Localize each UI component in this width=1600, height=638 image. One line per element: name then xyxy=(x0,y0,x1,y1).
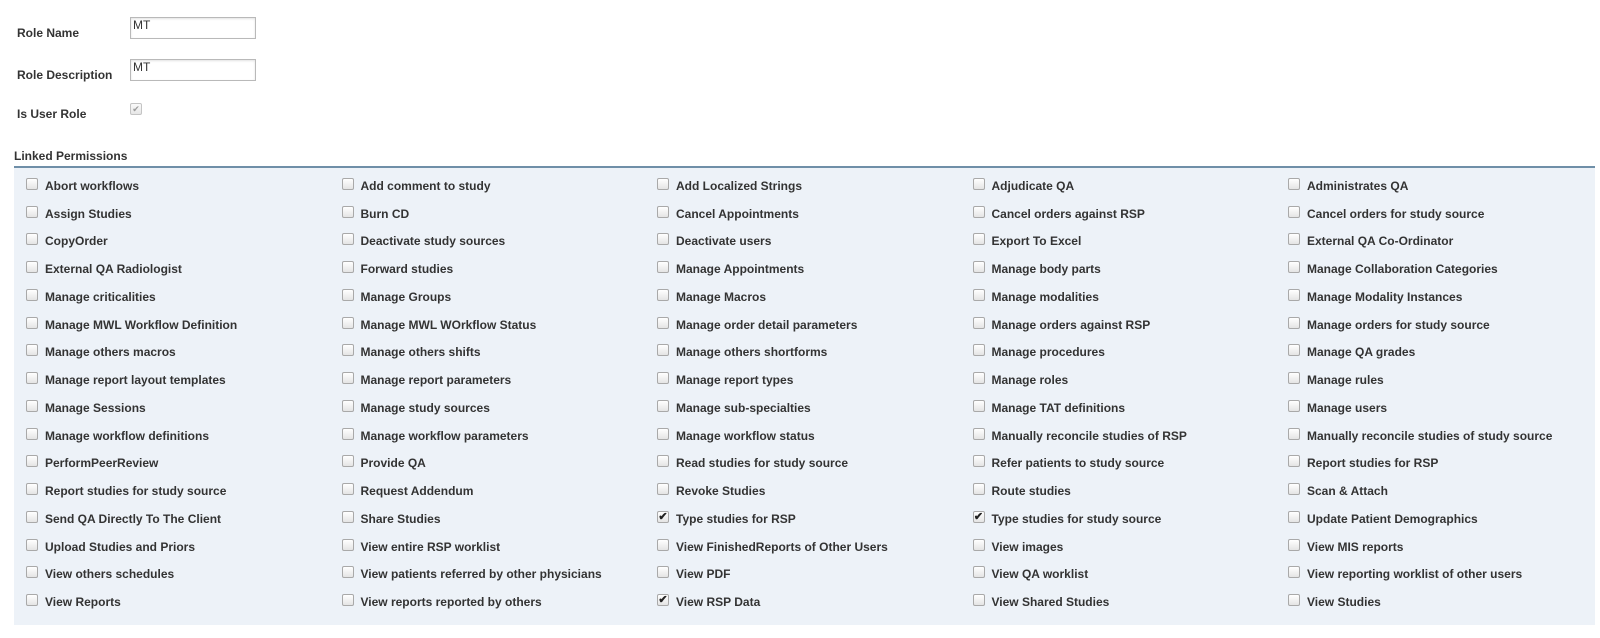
permission-checkbox[interactable] xyxy=(26,206,38,218)
permission-item[interactable] xyxy=(645,200,961,228)
permission-item[interactable] xyxy=(14,394,330,422)
permission-checkbox[interactable] xyxy=(1288,483,1300,495)
permission-item[interactable] xyxy=(330,588,646,616)
permission-item[interactable] xyxy=(14,311,330,339)
permission-item[interactable] xyxy=(645,283,961,311)
permission-item[interactable] xyxy=(14,422,330,450)
permission-item[interactable] xyxy=(14,477,330,505)
permission-checkbox[interactable] xyxy=(342,261,354,273)
permission-checkbox[interactable] xyxy=(973,372,985,384)
permission-item[interactable] xyxy=(1276,505,1592,533)
permission-label: CopyOrder xyxy=(45,234,108,249)
permission-item[interactable] xyxy=(330,228,646,256)
permission-label: Add Localized Strings xyxy=(676,178,803,193)
permission-item[interactable] xyxy=(961,477,1277,505)
permission-checkbox[interactable] xyxy=(1288,539,1300,551)
permission-item[interactable] xyxy=(645,339,961,367)
permission-item[interactable] xyxy=(645,588,961,616)
permission-checkbox[interactable] xyxy=(1288,400,1300,412)
is-user-role-checkbox[interactable]: ✔ xyxy=(130,103,142,115)
permission-label: View Reports xyxy=(45,595,121,610)
permission-label: External QA Co-Ordinator xyxy=(1307,234,1454,249)
permission-checkbox-checked[interactable]: ✔ xyxy=(658,594,668,607)
permission-checkbox[interactable] xyxy=(1288,455,1300,467)
permission-checkbox[interactable] xyxy=(973,344,985,356)
permission-label: Manage others shifts xyxy=(360,345,481,360)
permission-label: Type studies for study source xyxy=(991,511,1162,526)
permission-label: View images xyxy=(991,539,1064,554)
permission-checkbox[interactable] xyxy=(26,594,38,606)
permission-item[interactable] xyxy=(1276,200,1592,228)
permission-label: Deactivate users xyxy=(676,234,772,249)
permission-item[interactable] xyxy=(645,172,961,200)
permission-label: Send QA Directly To The Client xyxy=(45,511,222,526)
permission-checkbox[interactable] xyxy=(26,428,38,440)
permission-label: Manage users xyxy=(1307,400,1388,415)
permission-item[interactable] xyxy=(645,450,961,478)
role-description-label: Role Description xyxy=(17,68,113,82)
permission-checkbox[interactable] xyxy=(26,317,38,329)
permission-checkbox[interactable] xyxy=(26,261,38,273)
permission-checkbox[interactable] xyxy=(26,455,38,467)
permission-label: Manage Sessions xyxy=(45,400,146,415)
permission-item[interactable] xyxy=(645,561,961,589)
permission-item[interactable] xyxy=(645,533,961,561)
permission-item[interactable] xyxy=(1276,172,1592,200)
permission-item[interactable] xyxy=(645,505,961,533)
permission-checkbox[interactable] xyxy=(1288,511,1300,523)
permission-item[interactable] xyxy=(645,477,961,505)
permission-checkbox-checked[interactable]: ✔ xyxy=(658,510,668,523)
permission-checkbox[interactable] xyxy=(657,261,669,273)
permission-label: Manage others shortforms xyxy=(676,345,828,360)
permission-item[interactable] xyxy=(330,311,646,339)
permission-label: Report studies for study source xyxy=(45,484,227,499)
permission-label: Manage criticalities xyxy=(45,289,156,304)
permission-checkbox[interactable] xyxy=(657,566,669,578)
permission-checkbox[interactable] xyxy=(342,400,354,412)
permission-item[interactable] xyxy=(645,394,961,422)
permission-label: Share Studies xyxy=(360,511,441,526)
permission-label: Manage report types xyxy=(676,373,794,388)
permission-item[interactable] xyxy=(14,588,330,616)
permission-label: View MIS reports xyxy=(1307,539,1404,554)
permission-checkbox[interactable] xyxy=(973,455,985,467)
permission-checkbox[interactable] xyxy=(973,289,985,301)
is-user-role-label: Is User Role xyxy=(17,107,87,121)
permission-item[interactable] xyxy=(645,228,961,256)
permission-checkbox[interactable] xyxy=(657,206,669,218)
permission-item[interactable] xyxy=(961,339,1277,367)
permission-item[interactable] xyxy=(330,172,646,200)
permission-label: Export To Excel xyxy=(991,234,1082,249)
permission-checkbox[interactable] xyxy=(26,233,38,245)
permission-label: Manage procedures xyxy=(991,345,1105,360)
permission-label: Manage Modality Instances xyxy=(1307,289,1463,304)
permission-item[interactable] xyxy=(14,255,330,283)
permission-item[interactable] xyxy=(330,505,646,533)
permission-label: Manage MWL Workflow Definition xyxy=(45,317,238,332)
permission-checkbox[interactable] xyxy=(973,206,985,218)
permission-item[interactable] xyxy=(14,339,330,367)
permission-item[interactable] xyxy=(1276,588,1592,616)
permission-label: Refer patients to study source xyxy=(991,456,1165,471)
permission-label: Provide QA xyxy=(360,456,426,471)
permission-label: Manage report parameters xyxy=(360,373,512,388)
permission-label: View reports reported by others xyxy=(360,595,542,610)
permission-label: Manage workflow status xyxy=(676,428,815,443)
permission-label: Manage workflow parameters xyxy=(360,428,529,443)
permission-label: Manage Macros xyxy=(676,289,767,304)
permission-label: View FinishedReports of Other Users xyxy=(676,539,888,554)
permission-label: Route studies xyxy=(991,484,1071,499)
permission-label: Administrates QA xyxy=(1307,178,1409,193)
permission-label: Read studies for study source xyxy=(676,456,849,471)
linked-permissions-title: Linked Permissions xyxy=(14,149,128,163)
permission-item[interactable] xyxy=(961,394,1277,422)
permission-item[interactable] xyxy=(961,505,1277,533)
permission-checkbox[interactable] xyxy=(1288,206,1300,218)
permission-item[interactable] xyxy=(1276,422,1592,450)
permission-label: Manage Groups xyxy=(360,289,452,304)
permission-label: Type studies for RSP xyxy=(676,511,796,526)
permission-checkbox[interactable] xyxy=(657,344,669,356)
permission-checkbox[interactable] xyxy=(26,289,38,301)
permission-label: View QA worklist xyxy=(991,567,1089,582)
permission-checkbox[interactable] xyxy=(26,372,38,384)
permission-checkbox[interactable] xyxy=(342,233,354,245)
permission-label: Manually reconcile studies of study source xyxy=(1307,428,1553,443)
permission-item[interactable] xyxy=(961,200,1277,228)
permission-item[interactable] xyxy=(645,311,961,339)
permission-checkbox[interactable] xyxy=(973,400,985,412)
permission-label: View Shared Studies xyxy=(991,595,1110,610)
permission-item[interactable] xyxy=(14,200,330,228)
permission-item[interactable] xyxy=(330,422,646,450)
permission-item[interactable] xyxy=(330,366,646,394)
permission-label: Manage sub-specialties xyxy=(676,400,811,415)
permission-checkbox[interactable] xyxy=(1288,372,1300,384)
permissions-grid xyxy=(14,168,1595,625)
permission-label: Update Patient Demographics xyxy=(1307,511,1478,526)
permission-label: Manage rules xyxy=(1307,373,1384,388)
permission-checkbox[interactable] xyxy=(342,539,354,551)
permission-label: View others schedules xyxy=(45,567,175,582)
permission-checkbox[interactable] xyxy=(1288,428,1300,440)
permission-checkbox[interactable] xyxy=(973,317,985,329)
permission-label: Burn CD xyxy=(360,206,410,221)
permission-checkbox[interactable] xyxy=(26,539,38,551)
permission-item[interactable] xyxy=(961,283,1277,311)
role-name-input[interactable] xyxy=(130,17,256,39)
permission-item[interactable] xyxy=(330,450,646,478)
permission-label: View PDF xyxy=(676,567,731,582)
permission-label: Manage MWL WOrkflow Status xyxy=(360,317,537,332)
permission-item[interactable] xyxy=(961,533,1277,561)
permission-item[interactable] xyxy=(961,588,1277,616)
permission-label: Adjudicate QA xyxy=(991,178,1075,193)
permission-checkbox[interactable] xyxy=(1288,233,1300,245)
permission-label: Manage report layout templates xyxy=(45,373,226,388)
permission-label: Deactivate study sources xyxy=(360,234,506,249)
permission-label: Assign Studies xyxy=(45,206,132,221)
permission-label: Manage orders for study source xyxy=(1307,317,1490,332)
permission-label: External QA Radiologist xyxy=(45,262,182,277)
permission-checkbox[interactable] xyxy=(657,455,669,467)
permission-item[interactable] xyxy=(330,200,646,228)
permission-label: Manage QA grades xyxy=(1307,345,1416,360)
permission-checkbox[interactable] xyxy=(342,428,354,440)
permission-label: Add comment to study xyxy=(360,178,491,193)
permission-label: Manage roles xyxy=(991,373,1069,388)
permission-label: Manage study sources xyxy=(360,400,490,415)
permission-checkbox[interactable] xyxy=(657,289,669,301)
permission-label: Manage orders against RSP xyxy=(991,317,1151,332)
permission-item[interactable] xyxy=(1276,366,1592,394)
permission-item[interactable] xyxy=(330,533,646,561)
permission-checkbox[interactable] xyxy=(973,539,985,551)
permission-label: Scan & Attach xyxy=(1307,484,1388,499)
permission-item[interactable] xyxy=(1276,394,1592,422)
permission-checkbox[interactable] xyxy=(973,428,985,440)
permission-label: Report studies for RSP xyxy=(1307,456,1439,471)
permission-label: Cancel orders against RSP xyxy=(991,206,1145,221)
permission-item[interactable] xyxy=(1276,561,1592,589)
permission-checkbox[interactable] xyxy=(342,372,354,384)
permission-label: View reporting worklist of other users xyxy=(1307,567,1523,582)
permission-item[interactable] xyxy=(961,172,1277,200)
permission-label: View patients referred by other physicians xyxy=(360,567,602,582)
permission-item[interactable] xyxy=(961,366,1277,394)
permission-label: Manage Collaboration Categories xyxy=(1307,262,1498,277)
permission-checkbox[interactable] xyxy=(657,428,669,440)
permission-checkbox[interactable] xyxy=(973,233,985,245)
permission-label: Manage TAT definitions xyxy=(991,400,1126,415)
permission-label: Abort workflows xyxy=(45,178,140,193)
permission-item[interactable] xyxy=(1276,255,1592,283)
permission-label: Manage Appointments xyxy=(676,262,805,277)
permission-item[interactable] xyxy=(330,283,646,311)
permission-checkbox[interactable] xyxy=(1288,566,1300,578)
permission-label: Manage others macros xyxy=(45,345,176,360)
permission-checkbox[interactable] xyxy=(342,483,354,495)
permission-label: Manage modalities xyxy=(991,289,1099,304)
permission-item[interactable] xyxy=(1276,283,1592,311)
permission-item[interactable] xyxy=(14,450,330,478)
permission-checkbox[interactable] xyxy=(26,400,38,412)
permission-checkbox[interactable] xyxy=(342,594,354,606)
permission-label: Revoke Studies xyxy=(676,484,766,499)
permission-item[interactable] xyxy=(330,561,646,589)
permission-checkbox-checked[interactable]: ✔ xyxy=(973,510,984,523)
permission-item[interactable] xyxy=(1276,450,1592,478)
permission-checkbox[interactable] xyxy=(973,566,985,578)
permission-label: View Studies xyxy=(1307,595,1381,610)
permission-item[interactable] xyxy=(14,533,330,561)
permission-checkbox[interactable] xyxy=(342,289,354,301)
permission-checkbox[interactable] xyxy=(973,261,985,273)
permission-checkbox[interactable] xyxy=(342,344,354,356)
permission-checkbox[interactable] xyxy=(342,206,354,218)
permission-checkbox[interactable] xyxy=(657,233,669,245)
permission-checkbox[interactable] xyxy=(342,455,354,467)
permission-item[interactable] xyxy=(961,561,1277,589)
permission-item[interactable] xyxy=(14,366,330,394)
permission-item[interactable] xyxy=(961,228,1277,256)
linked-permissions-panel xyxy=(14,168,1595,625)
permission-checkbox[interactable] xyxy=(973,594,985,606)
permission-checkbox[interactable] xyxy=(342,178,354,190)
permission-item[interactable] xyxy=(645,255,961,283)
permission-item[interactable] xyxy=(645,366,961,394)
permission-item[interactable] xyxy=(14,172,330,200)
permission-checkbox[interactable] xyxy=(657,372,669,384)
permission-checkbox[interactable] xyxy=(26,344,38,356)
permission-item[interactable] xyxy=(1276,477,1592,505)
permission-item[interactable] xyxy=(1276,533,1592,561)
permission-checkbox[interactable] xyxy=(657,483,669,495)
permission-label: Cancel orders for study source xyxy=(1307,206,1485,221)
permission-item[interactable] xyxy=(330,255,646,283)
permission-item[interactable] xyxy=(1276,311,1592,339)
permission-label: Manually reconcile studies of RSP xyxy=(991,428,1187,443)
permission-label: PerformPeerReview xyxy=(45,456,159,471)
permission-checkbox[interactable] xyxy=(1288,344,1300,356)
permission-item[interactable] xyxy=(961,311,1277,339)
role-description-input[interactable] xyxy=(130,59,256,81)
permission-checkbox[interactable] xyxy=(342,566,354,578)
permission-item[interactable] xyxy=(645,422,961,450)
permission-label: View RSP Data xyxy=(676,595,761,610)
permission-item[interactable] xyxy=(14,283,330,311)
permission-label: View entire RSP worklist xyxy=(360,539,501,554)
permission-item[interactable] xyxy=(14,228,330,256)
permission-item[interactable] xyxy=(330,394,646,422)
permission-checkbox[interactable] xyxy=(26,511,38,523)
permission-checkbox[interactable] xyxy=(1288,594,1300,606)
permission-checkbox[interactable] xyxy=(1288,317,1300,329)
permission-checkbox[interactable] xyxy=(342,511,354,523)
role-name-label: Role Name xyxy=(17,26,80,40)
permission-checkbox[interactable] xyxy=(973,178,985,190)
permission-checkbox[interactable] xyxy=(342,317,354,329)
permission-item[interactable] xyxy=(961,422,1277,450)
permission-checkbox[interactable] xyxy=(26,483,38,495)
permission-label: Upload Studies and Priors xyxy=(45,539,196,554)
permission-checkbox[interactable] xyxy=(1288,261,1300,273)
permission-checkbox[interactable] xyxy=(657,539,669,551)
permission-label: Manage body parts xyxy=(991,262,1101,277)
permission-item[interactable] xyxy=(961,450,1277,478)
permission-checkbox[interactable] xyxy=(657,178,669,190)
permission-item[interactable] xyxy=(14,505,330,533)
permission-item[interactable] xyxy=(330,339,646,367)
permission-checkbox[interactable] xyxy=(657,400,669,412)
permission-checkbox[interactable] xyxy=(26,178,38,190)
permission-checkbox[interactable] xyxy=(26,566,38,578)
permission-item[interactable] xyxy=(14,561,330,589)
permission-checkbox[interactable] xyxy=(973,483,985,495)
permission-checkbox[interactable] xyxy=(657,317,669,329)
permission-item[interactable] xyxy=(330,477,646,505)
permission-item[interactable] xyxy=(961,255,1277,283)
permission-checkbox[interactable] xyxy=(1288,178,1300,190)
permission-checkbox[interactable] xyxy=(1288,289,1300,301)
permission-label: Manage order detail parameters xyxy=(676,317,858,332)
permission-label: Forward studies xyxy=(360,262,454,277)
permission-label: Manage workflow definitions xyxy=(45,428,210,443)
permission-label: Request Addendum xyxy=(360,484,474,499)
permission-item[interactable] xyxy=(1276,228,1592,256)
permission-item[interactable] xyxy=(1276,339,1592,367)
permission-label: Cancel Appointments xyxy=(676,206,799,221)
